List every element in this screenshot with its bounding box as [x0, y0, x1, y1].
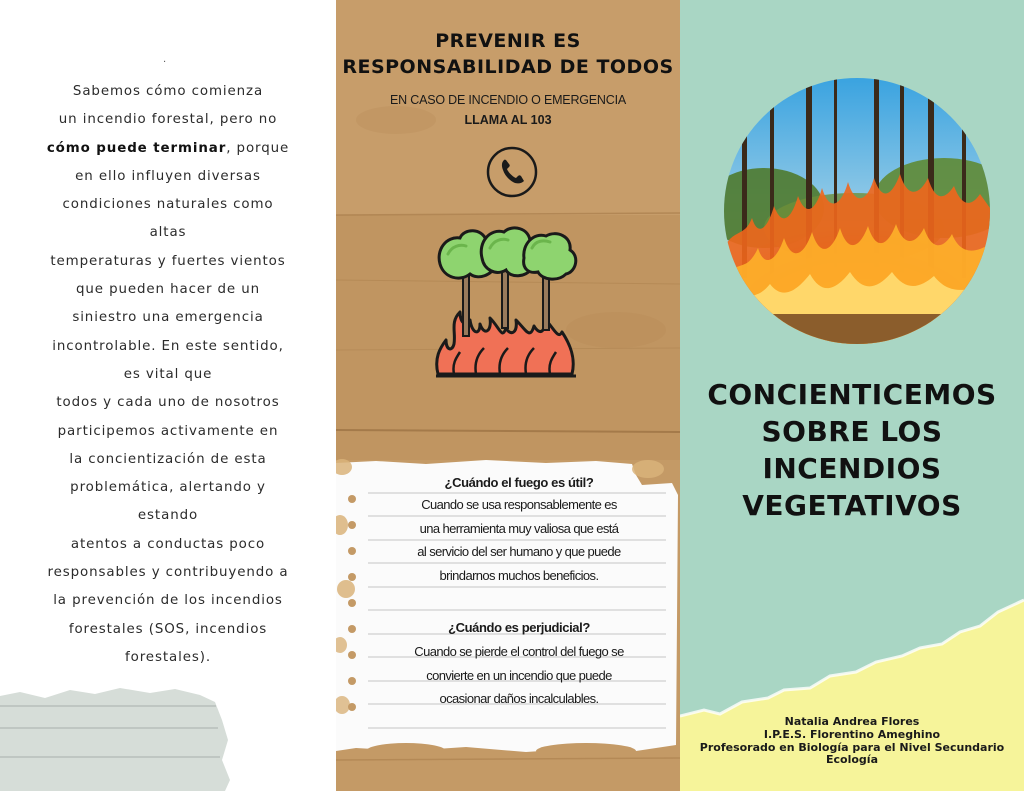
answer-line: una herramienta muy valiosa que está — [419, 520, 619, 536]
useful-fire-answer — [374, 493, 664, 587]
intro-line: problemática, alertando y — [70, 480, 266, 496]
intro-line: en ello influyen diversas — [75, 168, 261, 184]
harmful-fire-question: ¿Cuándo es perjudicial? — [448, 620, 590, 635]
prevention-title-line: RESPONSABILIDAD DE TODOS — [342, 56, 674, 78]
forest-fire-photo — [724, 78, 990, 344]
intro-line — [22, 135, 314, 163]
intro-line: siniestro una emergencia — [72, 310, 264, 326]
main-title-line: INCENDIOS — [762, 452, 942, 485]
answer-line: convierte en un incendio que puede — [426, 667, 612, 683]
emergency-text: EN CASO DE INCENDIO O EMERGENCIA — [390, 93, 626, 107]
intro-line: temperaturas y fuertes vientos — [50, 253, 286, 269]
forest-fire-image — [724, 78, 990, 344]
middle-panel — [336, 0, 680, 791]
main-title — [680, 376, 1024, 524]
intro-line: incontrolable. En este sentido, — [52, 338, 284, 354]
main-title-line: SOBRE LOS — [761, 415, 943, 448]
burning-forest-icon — [430, 224, 582, 382]
intro-line: participemos activamente en — [57, 423, 279, 439]
prevention-title — [336, 28, 680, 80]
left-panel — [0, 0, 336, 791]
program-name: Profesorado en Biología para el Nivel Secundario — [699, 740, 1005, 754]
author-name: Natalia Andrea Flores — [784, 715, 920, 728]
torn-paper-decoration — [0, 680, 240, 791]
answer-line: Cuando se usa responsablemente es — [421, 497, 617, 512]
intro-line-rest: , porque — [226, 140, 290, 156]
intro-line: atentos a conductas poco — [70, 536, 266, 552]
answer-line: al servicio del ser humano y que puede — [417, 544, 621, 559]
intro-line: todos y cada uno de nosotros — [56, 395, 280, 411]
intro-paragraph — [22, 78, 314, 672]
harmful-fire-answer — [374, 640, 664, 711]
intro-line: condiciones naturales como — [62, 197, 274, 213]
intro-line: Sabemos cómo comienza — [72, 84, 264, 99]
answer-line: ocasionar daños incalculables. — [439, 691, 599, 706]
intro-line: un incendio forestal, pero no — [58, 112, 278, 128]
intro-line: que pueden hacer de un — [75, 282, 260, 298]
intro-line: altas — [149, 225, 187, 241]
right-panel — [680, 0, 1024, 791]
author-credits — [680, 716, 1024, 767]
intro-line: estando — [137, 508, 199, 524]
decorative-dot: . — [163, 54, 167, 65]
emergency-phone: LLAMA AL 103 — [464, 113, 552, 127]
answer-line: Cuando se pierde el control del fuego se — [414, 644, 624, 659]
intro-line: responsables y contribuyendo a — [47, 565, 289, 581]
useful-fire-question: ¿Cuándo el fuego es útil? — [444, 475, 594, 490]
subject-name: Ecología — [826, 753, 878, 767]
main-title-line: CONCIENTICEMOS — [707, 378, 997, 411]
answer-line: brindarnos muchos beneficios. — [439, 567, 599, 583]
institution-name: I.P.E.S. Florentino Ameghino — [763, 727, 941, 741]
main-title-line: VEGETATIVOS — [742, 489, 962, 522]
intro-line: la concientización de esta — [69, 451, 267, 467]
phone-icon — [486, 146, 538, 198]
intro-line: es vital que — [123, 366, 213, 382]
intro-emphasis: cómo puede terminar — [46, 140, 227, 156]
intro-line: la prevención de los incendios — [53, 593, 283, 609]
prevention-title-line: PREVENIR ES — [435, 30, 581, 52]
intro-line: forestales (SOS, incendios — [68, 621, 268, 637]
intro-line: forestales). — [124, 649, 211, 665]
